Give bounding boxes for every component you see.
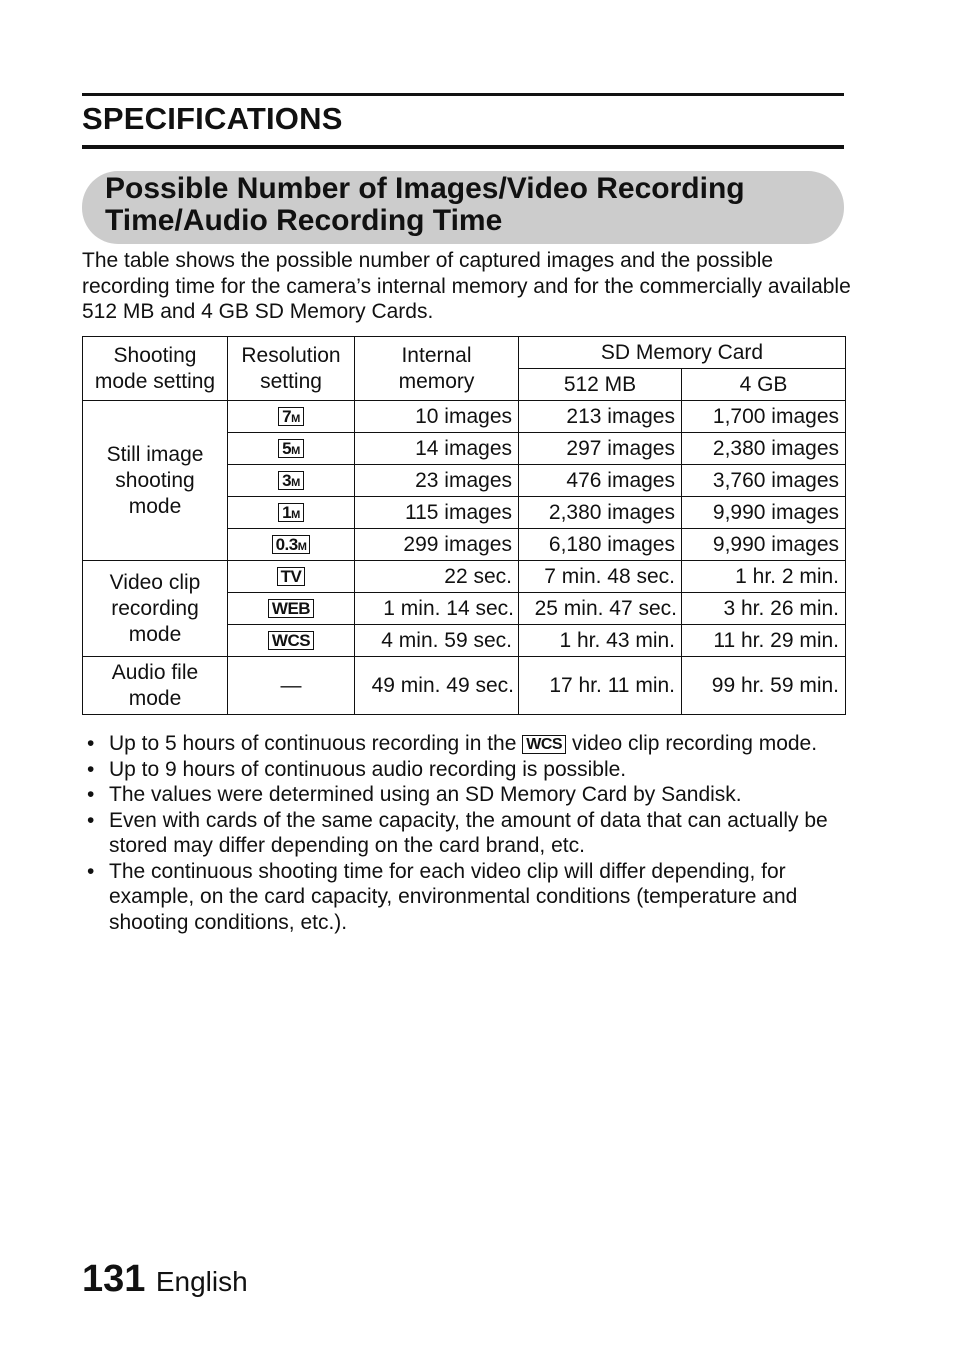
cell-sd512: 25 min. 47 sec. <box>519 593 682 625</box>
cell-sd4: 9,990 images <box>682 497 846 529</box>
top-rule <box>82 93 844 96</box>
resolution-0-3m-icon: 0.3M <box>272 535 311 554</box>
header-sd-512mb: 512 MB <box>519 369 682 401</box>
cell-sd512: 476 images <box>519 465 682 497</box>
notes-list <box>82 731 852 935</box>
cell-internal: 4 min. 59 sec. <box>355 625 519 657</box>
cell-sd4: 11 hr. 29 min. <box>682 625 846 657</box>
resolution-1m-icon: 1M <box>278 503 304 522</box>
cell-internal: 23 images <box>355 465 519 497</box>
header-resolution: Resolution setting <box>228 337 355 401</box>
note-item: • Up to 5 hours of continuous recording in the WCS video clip recording mode. <box>82 731 852 757</box>
cell-sd512: 1 hr. 43 min. <box>519 625 682 657</box>
page-language: English <box>155 1266 248 1297</box>
cell-sd512: 7 min. 48 sec. <box>519 561 682 593</box>
cell-sd4: 9,990 images <box>682 529 846 561</box>
section-title: SPECIFICATIONS <box>82 101 343 136</box>
cell-sd512: 6,180 images <box>519 529 682 561</box>
note-item: • Up to 9 hours of continuous audio recording is possible. <box>82 757 852 783</box>
note-item: • The values were determined using an SD Memory Card by Sandisk. <box>82 782 852 808</box>
cell-sd512: 213 images <box>519 401 682 433</box>
cell-internal: 115 images <box>355 497 519 529</box>
cell-sd4: 1,700 images <box>682 401 846 433</box>
cell-internal: 10 images <box>355 401 519 433</box>
cell-internal: 299 images <box>355 529 519 561</box>
page-heading <box>82 171 844 244</box>
cell-internal: 1 min. 14 sec. <box>355 593 519 625</box>
video-web-icon: WEB <box>268 599 314 618</box>
cell-sd4: 99 hr. 59 min. <box>682 657 846 715</box>
group-audio-file: Audio file mode <box>83 657 228 715</box>
note-item: • The continuous shooting time for each video clip will differ depending, for example, on the card capacity, environmental conditions (temperature and shooting conditions, etc.). <box>82 859 852 936</box>
cell-resolution-none: — <box>228 657 355 715</box>
page-number: 131 <box>82 1258 146 1300</box>
cell-internal: 49 min. 49 sec. <box>355 657 519 715</box>
cell-internal: 14 images <box>355 433 519 465</box>
resolution-3m-icon: 3M <box>278 471 304 490</box>
resolution-7m-icon: 7M <box>278 407 304 426</box>
cell-sd4: 1 hr. 2 min. <box>682 561 846 593</box>
heading-line-1: Possible Number of Images/Video Recording <box>105 172 745 205</box>
video-tv-icon: TV <box>277 567 306 586</box>
group-still-image: Still image shooting mode <box>83 401 228 561</box>
header-sd-4gb: 4 GB <box>682 369 846 401</box>
group-video-clip: Video clip recording mode <box>83 561 228 657</box>
header-sd-card: SD Memory Card <box>519 337 846 369</box>
cell-sd512: 2,380 images <box>519 497 682 529</box>
note-item: • Even with cards of the same capacity, the amount of data that can actually be stored may differ depending on the card brand, etc. <box>82 808 852 859</box>
bottom-rule <box>82 145 844 149</box>
video-wcs-icon: WCS <box>522 735 566 754</box>
page-footer <box>82 1258 248 1301</box>
cell-sd4: 3 hr. 26 min. <box>682 593 846 625</box>
video-wcs-icon: WCS <box>268 631 314 650</box>
table-row <box>83 657 846 715</box>
intro-paragraph: The table shows the possible number of captured images and the possible recording time for the camera’s internal memory and for the commercially available 512 MB and 4 GB SD Memory Cards. <box>82 249 851 323</box>
cell-sd512: 17 hr. 11 min. <box>519 657 682 715</box>
resolution-5m-icon: 5M <box>278 439 304 458</box>
header-shooting-mode: Shooting mode setting <box>83 337 228 401</box>
spec-table <box>82 336 846 715</box>
cell-sd512: 297 images <box>519 433 682 465</box>
table-row <box>83 401 846 433</box>
cell-sd4: 2,380 images <box>682 433 846 465</box>
cell-sd4: 3,760 images <box>682 465 846 497</box>
heading-line-2: Time/Audio Recording Time <box>105 204 503 237</box>
cell-internal: 22 sec. <box>355 561 519 593</box>
table-row <box>83 561 846 593</box>
header-internal-memory: Internal memory <box>355 337 519 401</box>
